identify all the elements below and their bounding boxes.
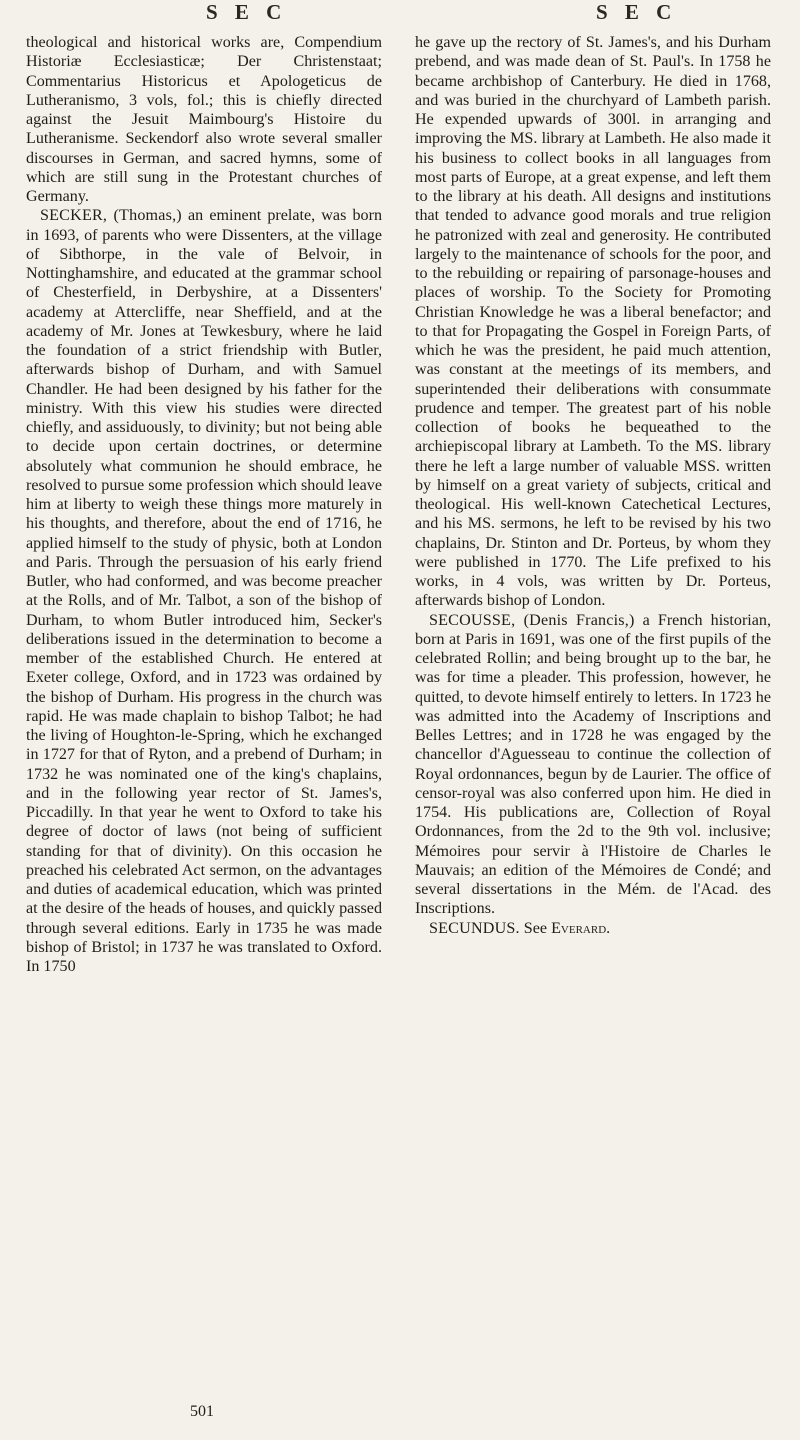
cross-reference: Everard. bbox=[551, 919, 611, 937]
left-column bbox=[26, 33, 382, 976]
entry-secousse bbox=[415, 611, 771, 919]
entry-body: an eminent prelate, was born in 1693, of parents who were Dissenters, at the village of Sibthorpe, in the vale of Belvoir, in Nottinghamshire, and educated at the grammar school of Chesterfield, in Derbyshire, at a Dissenters' academy at Attercliffe, near Sheffield, and at the academy of Mr. Jones at Tewkesbury, where he laid the foundation of a strict friendship with Butler, afterwards bishop of Durham, and with Samuel Chandler. He had been designed by his father for the ministry. With this view his studies were directed chiefly, and assiduously, to divinity; but not being able to decide upon certain doctrines, or determine absolutely what communion he should embrace, he resolved to pursue some profession which should leave him at liberty to weigh these things more maturely in his thoughts, and therefore, about the end of 1716, he applied himself to the study of physic, both at London and Paris. Through the persuasion of his early friend Butler, who had conformed, and was become preacher at the Rolls, and of Mr. Talbot, a son of the bishop of Durham, to whom Butler introduced him, Secker's deliberations issued in the determination to become a member of the established Church. He entered at Exeter college, Oxford, and in 1723 was ordained by the bishop of Durham. His progress in the church was rapid. He was made chaplain to bishop Talbot; he had the living of Houghton-le-Spring, which he exchanged in 1727 for that of Ryton, and a prebend of Durham; in 1732 he was nominated one of the king's chaplains, and in the following year rector of St. James's, Piccadilly. In that year he went to Oxford to take his degree of doctor of laws (not being of sufficient standing for that of divinity). On this occasion he preached his celebrated Act sermon, on the advantages and duties of academical education, which was printed at the desire of the heads of houses, and quickly passed through several editions. Early in 1735 he was made bishop of Bristol; in 1737 he was translated to Oxford. In 1750 bbox=[26, 207, 382, 975]
entry-body: a French historian, born at Paris in 1691, was one of the first pupils of the celebrated Rollin; and being brought up to the bar, he was for time a pleader. This profession, however, he quitted, to devote himself entirely to letters. In 1723 he was admitted into the Academy of Inscriptions and Belles Lettres; and in 1728 he was engaged by the chancellor d'Aguesseau to continue the collection of Royal ordonnances, begun by de Laurier. The office of censor-royal was also conferred upon him. He died in 1754. His publications are, Collection of Royal Ordonnances, from the 2d to the 9th vol. inclusive; Mémoires pour servir à l'Histoire de Charles le Mauvais; an edition of the Mémoires de Condé; and several dissertations in the Mém. de l'Acad. des Inscriptions. bbox=[415, 611, 771, 918]
entry-body: See bbox=[519, 919, 552, 937]
running-head-left: S E C bbox=[206, 0, 288, 24]
page-number: 501 bbox=[190, 1403, 214, 1420]
continued-paragraph: he gave up the rectory of St. James's, and his Durham prebend, and was made dean of St. Paul's. In 1758 he became archbishop of Canterbury. He died in 1768, and was buried in the churchyard of Lambeth parish. He expended upwards of 300l. in arranging and improving the MS. library at Lambeth. He also made it his business to collect books in all languages from most parts of Europe, at a great expense, and left them to the library at his death. All designs and institutions that tended to advance good morals and true religion he patronized with zeal and generosity. He contributed largely to the maintenance of schools for the poor, and to the rebuilding or repairing of parsonage-houses and places of worship. To the Society for Promoting Christian Knowledge he was a liberal benefactor; and to that for Propagating the Gospel in Foreign Parts, of which he was the president, he paid much attention, was constant at the meetings of its members, and superintended their deliberations with consummate prudence and temper. The greatest part of his noble collection of books he bequeathed to the archiepiscopal library at Lambeth. To the MS. library there he left a large number of valuable MSS. written by himself on a great variety of subjects, critical and theological. His well-known Catechetical Lectures, and his MS. sermons, he left to be revised by his two chaplains, Dr. Stinton and Dr. Porteus, by whom they were published in 1770. The Life prefixed to his works, in 4 vols, was written by Dr. Porteus, afterwards bishop of London. bbox=[415, 34, 771, 610]
entry-head-word: SECUNDUS. bbox=[429, 919, 520, 937]
entry-secundus bbox=[415, 919, 771, 938]
right-column bbox=[415, 33, 771, 938]
running-head-right: S E C bbox=[596, 0, 678, 24]
entry-head-word: SECKER, (Thomas,) bbox=[40, 207, 182, 225]
entry-secker bbox=[26, 206, 382, 976]
entry-head-word: SECOUSSE, (Denis Francis,) bbox=[429, 611, 635, 629]
continued-paragraph: theological and historical works are, Compendium Historiæ Ecclesiasticæ; Der Christenstaat; Commentarius Historicus et Apologeticus de Lutheranismo, 3 vols, fol.; this is chiefly directed against the Jesuit Maimbourg's Histoire du Lutheranisme. Seckendorf also wrote several smaller discourses in German, and sacred hymns, some of which are still sung in the Protestant churches of Germany. bbox=[26, 34, 382, 205]
